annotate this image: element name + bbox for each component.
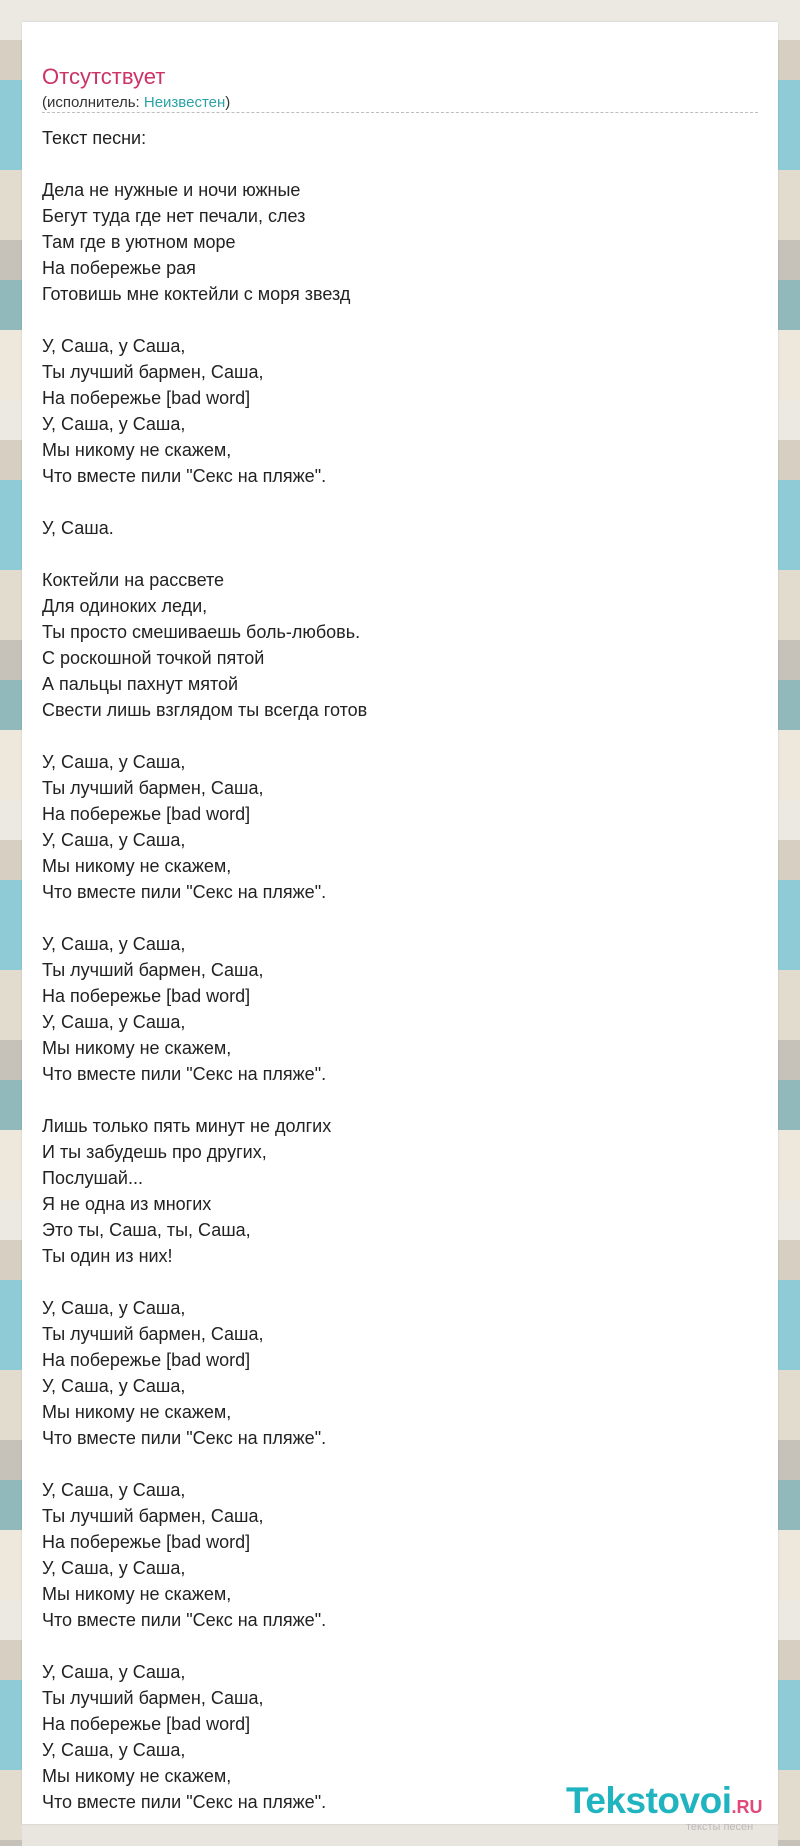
- lyric-line: Мы никому не скажем,: [42, 856, 232, 876]
- lyric-line: У, Саша.: [42, 518, 114, 538]
- lyrics-lines: [42, 151, 758, 1815]
- song-title: Отсутствует: [42, 64, 166, 89]
- lyric-line: [42, 905, 758, 931]
- lyric-line: У, Саша, у Саша,: [42, 414, 186, 434]
- lyrics-card: [22, 22, 778, 1833]
- lyric-line: Ты лучший бармен, Саша,: [42, 960, 264, 980]
- lyric-line: Ты лучший бармен, Саша,: [42, 778, 264, 798]
- lyric-line: У, Саша, у Саша,: [42, 1298, 186, 1318]
- lyric-line: Ты лучший бармен, Саша,: [42, 1506, 264, 1526]
- lyrics-body: [42, 125, 758, 1815]
- lyric-line: [42, 307, 758, 333]
- lyric-line: Ты просто смешиваешь боль-любовь.: [42, 622, 361, 642]
- lyric-line: У, Саша, у Саша,: [42, 1012, 186, 1032]
- lyric-line: Мы никому не скажем,: [42, 1402, 232, 1422]
- artist-prefix: (исполнитель:: [42, 94, 144, 111]
- lyric-line: У, Саша, у Саша,: [42, 830, 186, 850]
- artist-link[interactable]: Неизвестен: [143, 94, 226, 111]
- lyric-line: Что вместе пили "Секс на пляже".: [42, 1428, 327, 1448]
- lyric-line: И ты забудешь про других,: [42, 1142, 267, 1162]
- lyric-line: Мы никому не скажем,: [42, 1766, 232, 1786]
- lyric-line: Что вместе пили "Секс на пляже".: [42, 466, 327, 486]
- lyric-line: На побережье рая: [42, 258, 196, 278]
- background-stripe-right: [778, 0, 800, 1846]
- lyric-line: У, Саша, у Саша,: [42, 934, 186, 954]
- lyric-line: Коктейли на рассвете: [42, 570, 225, 590]
- lyric-line: У, Саша, у Саша,: [42, 752, 186, 772]
- lyric-line: Дела не нужные и ночи южные: [42, 180, 301, 200]
- lyric-line: У, Саша, у Саша,: [42, 1662, 186, 1682]
- lyric-line: [42, 151, 758, 177]
- lyric-line: Свести лишь взглядом ты всегда готов: [42, 700, 368, 720]
- lyric-line: Ты лучший бармен, Саша,: [42, 362, 264, 382]
- lyrics-heading: Текст песни:: [42, 128, 147, 148]
- lyric-line: [42, 541, 758, 567]
- artist-line: [42, 94, 230, 111]
- lyric-line: Лишь только пять минут не долгих: [42, 1116, 332, 1136]
- lyric-line: У, Саша, у Саша,: [42, 1558, 186, 1578]
- lyric-line: Послушай...: [42, 1168, 143, 1188]
- lyric-line: Что вместе пили "Секс на пляже".: [42, 1064, 327, 1084]
- lyric-line: У, Саша, у Саша,: [42, 1740, 186, 1760]
- lyric-line: А пальцы пахнут мятой: [42, 674, 239, 694]
- lyric-line: Это ты, Саша, ты, Саша,: [42, 1220, 251, 1240]
- lyric-line: У, Саша, у Саша,: [42, 336, 186, 356]
- lyric-line: [42, 1451, 758, 1477]
- lyric-line: Бегут туда где нет печали, слез: [42, 206, 306, 226]
- lyric-line: Мы никому не скажем,: [42, 1584, 232, 1604]
- lyric-line: Что вместе пили "Секс на пляже".: [42, 1610, 327, 1630]
- background-stripe-left: [0, 0, 22, 1846]
- logo-tld: .RU: [731, 1797, 763, 1817]
- lyric-line: Готовишь мне коктейли с моря звезд: [42, 284, 351, 304]
- lyric-line: На побережье [bad word]: [42, 986, 251, 1006]
- lyric-line: На побережье [bad word]: [42, 1532, 251, 1552]
- artist-suffix: ): [225, 94, 231, 111]
- lyric-line: На побережье [bad word]: [42, 1350, 251, 1370]
- lyric-line: [42, 489, 758, 515]
- lyric-line: Для одиноких леди,: [42, 596, 208, 616]
- lyric-line: Что вместе пили "Секс на пляже".: [42, 1792, 327, 1812]
- lyric-line: У, Саша, у Саша,: [42, 1376, 186, 1396]
- lyric-line: С роскошной точкой пятой: [42, 648, 265, 668]
- lyric-line: Что вместе пили "Секс на пляже".: [42, 882, 327, 902]
- lyric-line: Ты лучший бармен, Саша,: [42, 1688, 264, 1708]
- logo-wordmark: Tekstovoi: [566, 1780, 732, 1821]
- lyric-line: На побережье [bad word]: [42, 1714, 251, 1734]
- lyric-line: Мы никому не скажем,: [42, 1038, 232, 1058]
- lyric-line: [42, 1269, 758, 1295]
- lyric-line: На побережье [bad word]: [42, 388, 251, 408]
- lyric-line: Мы никому не скажем,: [42, 440, 232, 460]
- lyric-line: [42, 1633, 758, 1659]
- site-logo[interactable]: [566, 1780, 763, 1833]
- logo-tagline: тексты песен: [686, 1821, 754, 1833]
- lyric-line: Там где в уютном море: [42, 232, 236, 252]
- lyric-line: На побережье [bad word]: [42, 804, 251, 824]
- song-header: [42, 42, 758, 113]
- lyric-line: [42, 723, 758, 749]
- lyric-line: Я не одна из многих: [42, 1194, 212, 1214]
- lyric-line: Ты один из них!: [42, 1246, 173, 1266]
- lyric-line: У, Саша, у Саша,: [42, 1480, 186, 1500]
- lyric-line: Ты лучший бармен, Саша,: [42, 1324, 264, 1344]
- lyric-line: [42, 1087, 758, 1113]
